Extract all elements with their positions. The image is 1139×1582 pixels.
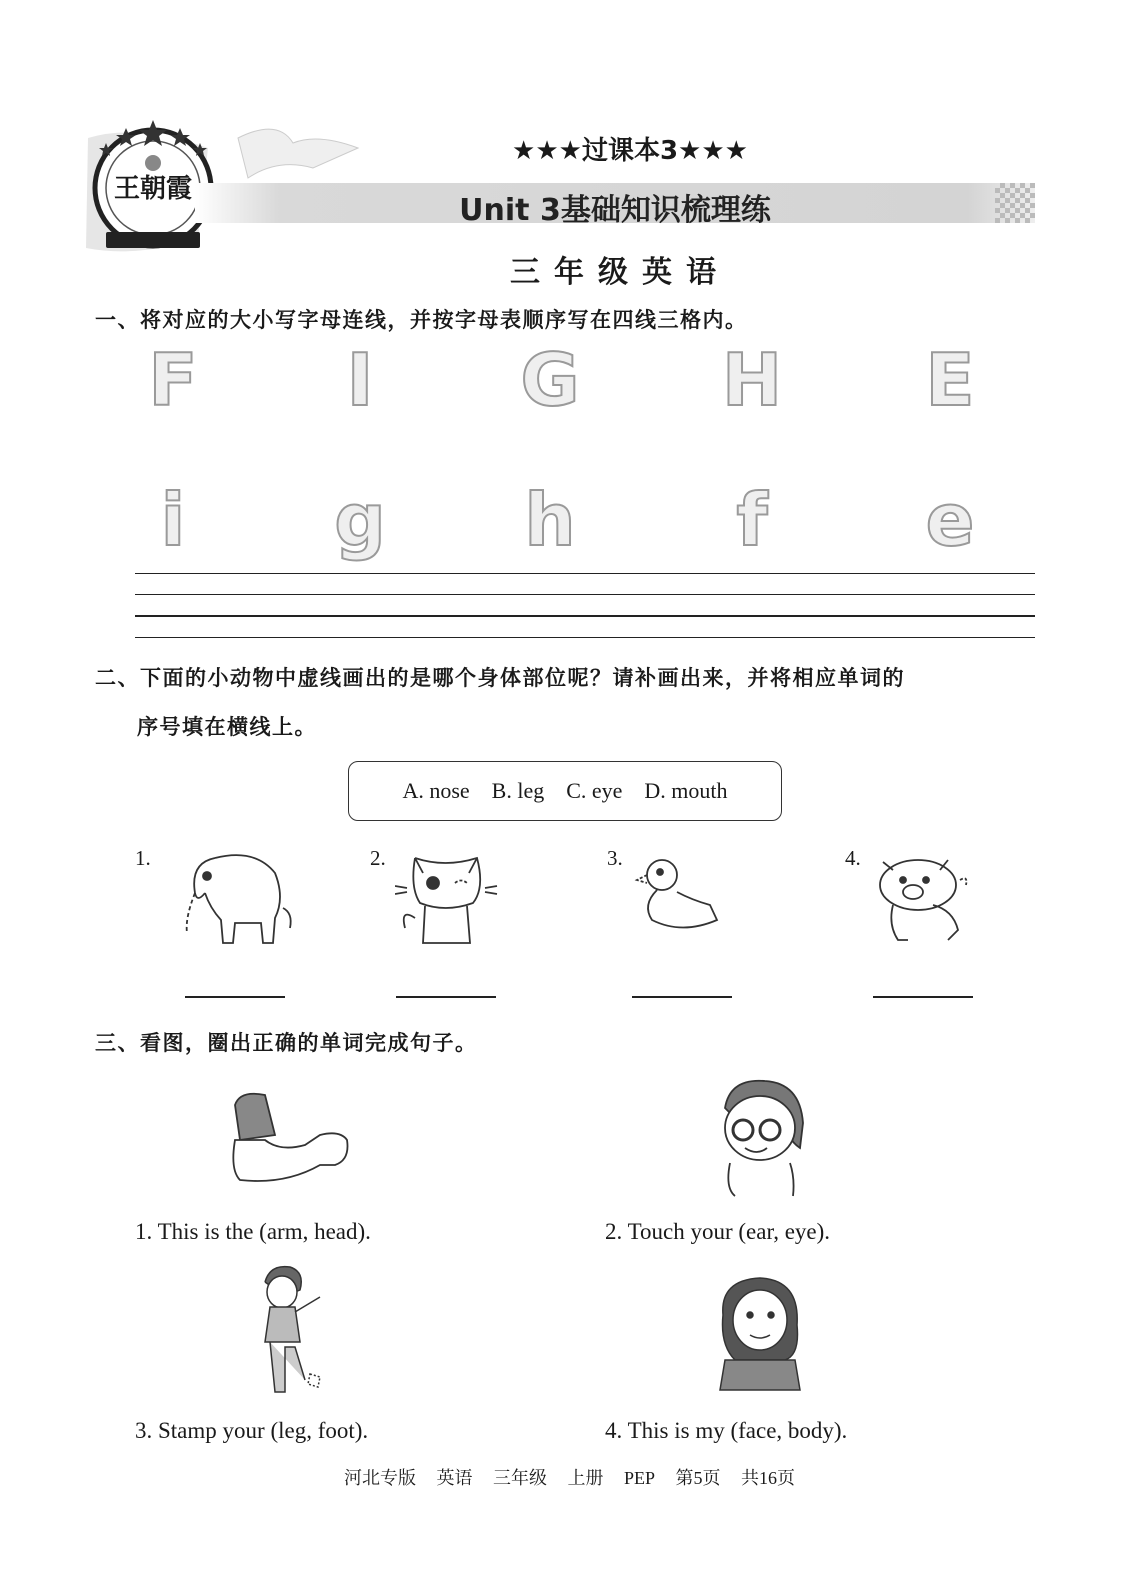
logo-text: 王朝霞 — [113, 174, 192, 204]
options-box — [348, 761, 782, 821]
lowercase-letter[interactable]: h — [524, 478, 576, 562]
pig-picture — [868, 850, 978, 950]
answer-blank[interactable] — [185, 996, 285, 998]
title-banner — [195, 183, 1035, 228]
boy-stamping-picture — [240, 1262, 340, 1402]
uppercase-letter[interactable]: I — [346, 338, 374, 422]
footer-volume: 上册 — [567, 1468, 604, 1488]
sentence-2[interactable]: 2. Touch your (ear, eye). — [605, 1219, 831, 1244]
answer-blank[interactable] — [396, 996, 496, 998]
uppercase-letter[interactable]: F — [148, 338, 198, 422]
item-number: 2. — [370, 846, 386, 870]
cat-picture — [395, 848, 500, 948]
page-footer — [0, 1464, 1139, 1490]
sentence-1[interactable]: 1. This is the (arm, head). — [135, 1219, 371, 1244]
item-number: 3. — [607, 846, 623, 870]
answer-blank[interactable] — [873, 996, 973, 998]
lowercase-letter[interactable]: i — [160, 478, 186, 562]
option-b: B. leg — [491, 778, 545, 803]
option-a: A. nose — [402, 778, 470, 803]
answer-blank[interactable] — [632, 996, 732, 998]
girl-touching-face-picture — [715, 1275, 805, 1395]
sentence-4[interactable]: 4. This is my (face, body). — [605, 1418, 848, 1443]
footer-edition: 河北专版 — [343, 1468, 416, 1488]
lowercase-letter[interactable]: e — [925, 478, 975, 562]
option-c: C. eye — [566, 778, 623, 803]
footer-publisher: PEP — [623, 1468, 656, 1488]
elephant-picture — [175, 848, 300, 948]
option-d: D. mouth — [644, 778, 728, 803]
uppercase-letter[interactable]: E — [925, 338, 975, 422]
question-2-heading: 二、下面的小动物中虚线画出的是哪个身体部位呢？请补画出来，并将相应单词的 — [95, 666, 905, 690]
uppercase-letter[interactable]: G — [520, 338, 580, 422]
page-title: Unit 3基础知识梳理练 — [459, 193, 771, 228]
lowercase-letter[interactable]: f — [736, 478, 768, 562]
boy-touching-ear-picture — [715, 1078, 810, 1198]
footer-grade: 三年级 — [492, 1468, 547, 1488]
series-title: ★★★过课本3★★★ — [512, 136, 748, 166]
question-3-heading: 三、看图，圈出正确的单词完成句子。 — [95, 1031, 478, 1055]
item-number: 1. — [135, 846, 151, 870]
question-2-heading-cont: 序号填在横线上。 — [137, 715, 317, 739]
lowercase-letter[interactable]: g — [334, 478, 386, 562]
uppercase-letter[interactable]: H — [721, 338, 783, 422]
footer-page: 第5页 — [675, 1468, 721, 1488]
question-1-heading: 一、将对应的大小写字母连线，并按字母表顺序写在四线三格内。 — [95, 308, 748, 332]
sentence-3[interactable]: 3. Stamp your (leg, foot). — [135, 1418, 369, 1443]
item-number: 4. — [845, 846, 861, 870]
footer-subject: 英语 — [436, 1468, 473, 1488]
page-subtitle: 三年级英语 — [510, 255, 730, 290]
arm-picture — [225, 1090, 355, 1190]
footer-total: 共16页 — [741, 1468, 796, 1488]
checker-decoration — [995, 183, 1035, 223]
duck-picture — [632, 850, 727, 940]
